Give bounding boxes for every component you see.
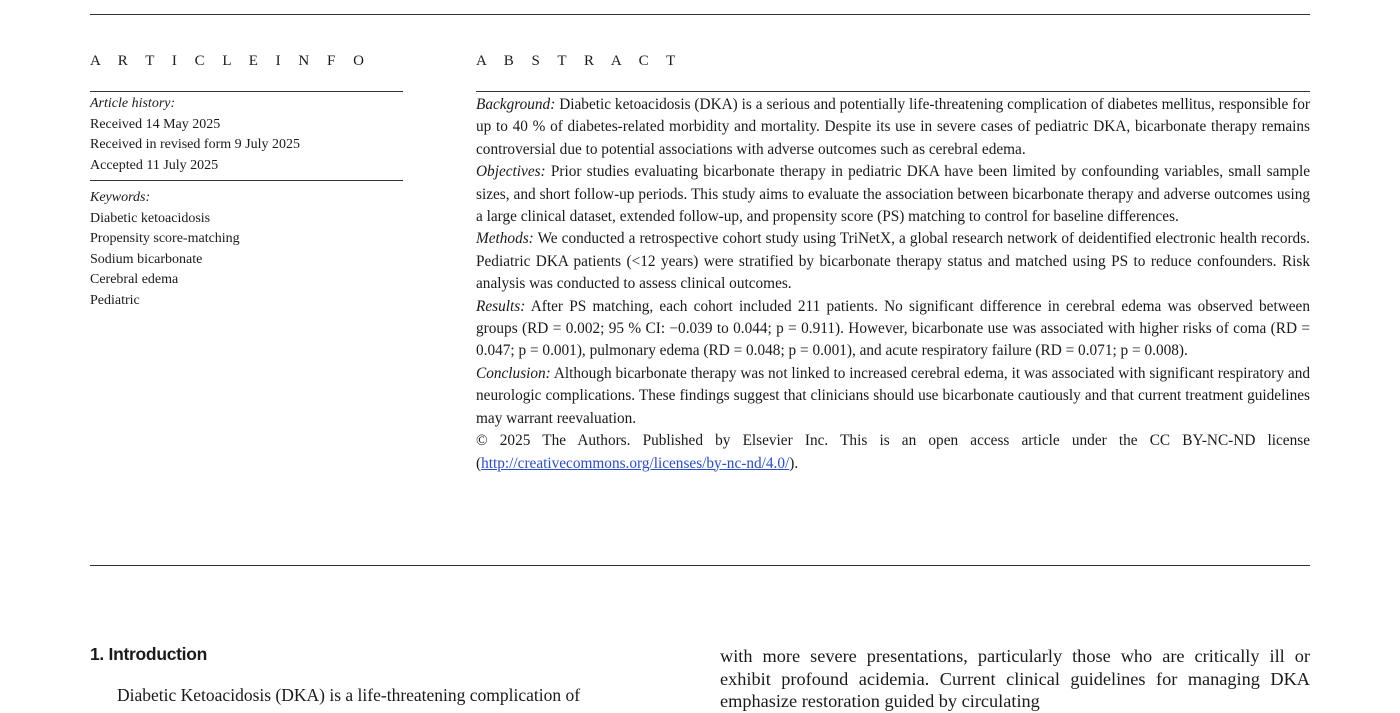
introduction-right-text: with more severe presentations, particularly those who are critically ill or exhibit profound acidemia. Current clinical guidelines for managing DKA emphasize restoration guided by circulating bbox=[720, 646, 1310, 711]
introduction-heading: 1. Introduction bbox=[90, 644, 208, 664]
article-info-panel bbox=[90, 50, 403, 311]
abstract-results bbox=[476, 296, 1310, 363]
bottom-rule bbox=[90, 565, 1310, 566]
abstract-methods bbox=[476, 228, 1310, 295]
top-rule bbox=[90, 14, 1310, 15]
history-received: Received 14 May 2025 bbox=[90, 116, 221, 132]
copyright-end: ). bbox=[789, 454, 799, 472]
article-info-heading: A R T I C L E I N F O bbox=[90, 53, 371, 69]
history-accepted: Accepted 11 July 2025 bbox=[90, 157, 219, 173]
history-revised: Received in revised form 9 July 2025 bbox=[90, 137, 300, 152]
results-text: After PS matching, each cohort included 211 patients. No significant difference in cerebral edema was observed between groups (RD = 0.002; 95 % CI: −0.039 to 0.044; p = 0.911). However, bicarbonate use was associated with higher risks of coma (RD = 0.047; p = 0.001), pulmonary edema (RD = 0.048; p = 0.001), and acute respiratory failure (RD = 0.071; p = 0.008). bbox=[476, 297, 1310, 360]
abstract-background bbox=[476, 94, 1310, 161]
objectives-text: Prior studies evaluating bicarbonate therapy in pediatric DKA have been limited by confounding variables, small sample sizes, and short follow-up periods. This study aims to evaluate the association between bicarbonate therapy and adverse outcomes using a large clinical dataset, extended follow-up, and propensity score (PS) matching to control for baseline differences. bbox=[476, 163, 1310, 226]
background-text: Diabetic ketoacidosis (DKA) is a serious and potentially life-threatening complication of diabetes mellitus, responsible for up to 40 % of diabetes-related morbidity and mortality. Despite its use in severe cases of pediatric DKA, bicarbonate therapy remains controversial due to potential associations with adverse outcomes such as cerebral edema. bbox=[476, 96, 1311, 158]
copyright-text: © 2025 The Authors. Published by Elsevier Inc. This is an open access article under the CC BY-NC-ND license ( bbox=[476, 432, 1310, 472]
article-history-label: Article history: bbox=[90, 96, 176, 111]
keywords-label: Keywords: bbox=[90, 190, 151, 205]
abstract-conclusion bbox=[476, 363, 1310, 430]
objectives-label: Objectives: bbox=[476, 163, 546, 181]
abstract-objectives bbox=[476, 161, 1310, 228]
keyword-item: Diabetic ketoacidosis bbox=[90, 210, 211, 226]
results-label: Results: bbox=[476, 297, 526, 315]
methods-label: Methods: bbox=[476, 230, 534, 248]
abstract-body bbox=[476, 92, 1310, 475]
keyword-item: Sodium bicarbonate bbox=[90, 251, 203, 267]
conclusion-text: Although bicarbonate therapy was not linked to increased cerebral edema, it was associated with significant respiratory and neurologic complications. These findings suggest that clinicians should use bicarbonate cautiously and that current treatment guidelines may warrant reevaluation. bbox=[476, 364, 1310, 427]
abstract-panel bbox=[476, 50, 1310, 475]
introduction-left-text: Diabetic Ketoacidosis (DKA) is a life-threatening complication of bbox=[117, 685, 581, 705]
article-history bbox=[90, 92, 403, 176]
license-link[interactable]: http://creativecommons.org/licenses/by-nc-nd/4.0/ bbox=[481, 454, 790, 472]
conclusion-label: Conclusion: bbox=[476, 364, 551, 382]
copyright-notice bbox=[476, 430, 1310, 475]
keyword-item: Cerebral edema bbox=[90, 272, 179, 287]
keyword-item: Propensity score-matching bbox=[90, 231, 240, 246]
background-label: Background: bbox=[476, 96, 556, 113]
keyword-item: Pediatric bbox=[90, 292, 140, 308]
introduction-right-column bbox=[720, 645, 1310, 713]
abstract-heading: A B S T R A C T bbox=[476, 53, 683, 69]
article-info-separator bbox=[90, 180, 403, 181]
methods-text: We conducted a retrospective cohort study using TriNetX, a global research network of deidentified electronic health records. Pediatric DKA patients (<12 years) were stratified by bicarbonate therapy status and matched using PS to reduce confounders. Risk analysis was conducted to assess clinical outcomes. bbox=[476, 230, 1310, 293]
keywords bbox=[90, 186, 403, 311]
